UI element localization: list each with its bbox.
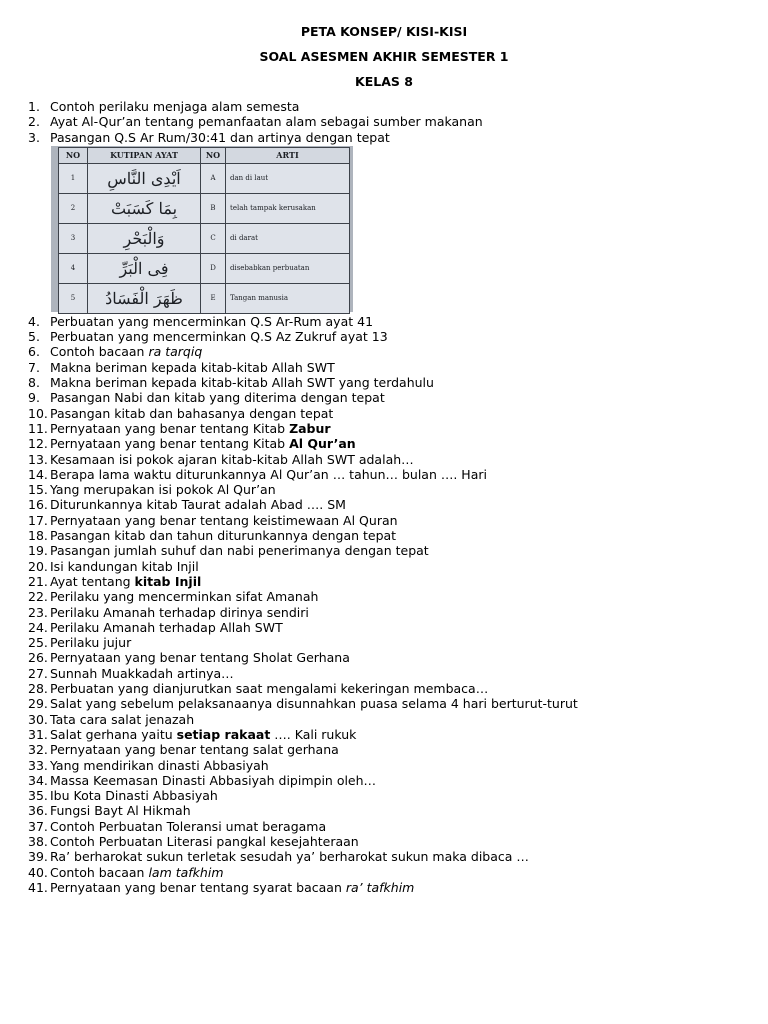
table-row bbox=[59, 224, 350, 254]
item-text-italic: lam tafkhim bbox=[148, 864, 224, 880]
item-number: 15. bbox=[28, 482, 48, 498]
arti-letter: D bbox=[201, 254, 226, 284]
list-item bbox=[28, 834, 748, 849]
item-number: 31. bbox=[28, 726, 48, 742]
item-text-bold: setiap rakaat bbox=[176, 726, 271, 742]
item-text-bold: Zabur bbox=[289, 420, 331, 436]
item-number: 6. bbox=[28, 344, 40, 360]
list-item bbox=[28, 589, 748, 604]
list-item bbox=[28, 788, 748, 803]
ayat-table-container bbox=[28, 146, 748, 314]
header-class: KELAS 8 bbox=[355, 74, 413, 89]
item-text-prefix: Pernyataan yang benar tentang syarat bacaan bbox=[50, 879, 346, 895]
list-item bbox=[28, 375, 748, 390]
item-text: Makna beriman kepada kitab-kitab Allah SWT yang terdahulu bbox=[50, 375, 434, 391]
list-item bbox=[28, 742, 748, 757]
item-number: 39. bbox=[28, 849, 48, 865]
item-text: Pasangan Q.S Ar Rum/30:41 dan artinya dengan tepat bbox=[50, 129, 390, 145]
ayat-quote: اَيْدِى النَّاسِ bbox=[88, 164, 201, 194]
item-number: 40. bbox=[28, 864, 48, 880]
item-text-italic: ra’ tafkhim bbox=[345, 879, 415, 895]
list-item bbox=[28, 773, 748, 788]
item-text: Perilaku Amanah terhadap dirinya sendiri bbox=[50, 604, 309, 620]
item-number: 27. bbox=[28, 665, 48, 681]
item-number: 17. bbox=[28, 512, 48, 528]
item-text: Contoh Perbuatan Literasi pangkal kesejahteraan bbox=[50, 833, 359, 849]
item-number: 29. bbox=[28, 696, 48, 712]
list-item bbox=[28, 344, 748, 359]
item-number: 9. bbox=[28, 390, 40, 406]
item-text-prefix: Pernyataan yang benar tentang Kitab bbox=[50, 420, 290, 436]
list-item bbox=[28, 559, 748, 574]
item-number: 10. bbox=[28, 405, 48, 421]
arti-text: di darat bbox=[226, 224, 350, 254]
list-item bbox=[28, 390, 748, 405]
item-text: Pasangan kitab dan bahasanya dengan tepat bbox=[50, 405, 334, 421]
table-row bbox=[59, 254, 350, 284]
ayat-row-number: 2 bbox=[59, 194, 88, 224]
item-number: 8. bbox=[28, 375, 40, 391]
list-item bbox=[28, 114, 748, 129]
item-text: Perilaku yang mencerminkan sifat Amanah bbox=[50, 589, 319, 605]
ayat-table bbox=[58, 147, 350, 314]
list-item bbox=[28, 849, 748, 864]
list-item bbox=[28, 467, 748, 482]
item-text: Diturunkannya kitab Taurat adalah Abad …. SM bbox=[50, 497, 346, 513]
table-row bbox=[59, 164, 350, 194]
arti-letter: B bbox=[201, 194, 226, 224]
ayat-quote: وَالْبَحْرِ bbox=[88, 224, 201, 254]
arti-letter: C bbox=[201, 224, 226, 254]
list-item bbox=[28, 605, 748, 620]
item-number: 18. bbox=[28, 528, 48, 544]
item-number: 19. bbox=[28, 543, 48, 559]
item-text: Pernyataan yang benar tentang keistimewaan Al Quran bbox=[50, 512, 398, 528]
ayat-row-number: 1 bbox=[59, 164, 88, 194]
item-text: Fungsi Bayt Al Hikmah bbox=[50, 803, 191, 819]
arti-text: telah tampak kerusakan bbox=[226, 194, 350, 224]
list-item bbox=[28, 696, 748, 711]
item-number: 13. bbox=[28, 451, 48, 467]
item-text: Ayat Al-Qur’an tentang pemanfaatan alam sebagai sumber makanan bbox=[50, 114, 483, 130]
item-text bbox=[50, 436, 356, 451]
item-text-suffix: …. Kali rukuk bbox=[270, 726, 357, 742]
item-text-prefix: Contoh bacaan bbox=[50, 344, 149, 360]
list-item bbox=[28, 99, 748, 114]
ayat-table-header: KUTIPAN AYAT bbox=[88, 147, 201, 163]
header-title: PETA KONSEP/ KISI-KISI bbox=[300, 24, 468, 39]
item-text-italic: ra tarqiq bbox=[148, 344, 203, 360]
kisi-kisi-list bbox=[28, 99, 748, 895]
arti-text: dan di laut bbox=[226, 164, 350, 194]
ayat-row-number: 4 bbox=[59, 254, 88, 284]
item-text: Pasangan jumlah suhuf dan nabi penerimanya dengan tepat bbox=[50, 543, 429, 559]
list-item bbox=[28, 482, 748, 497]
item-text: Kesamaan isi pokok ajaran kitab-kitab Allah SWT adalah… bbox=[50, 451, 414, 467]
item-text: Yang merupakan isi pokok Al Qur’an bbox=[50, 482, 276, 498]
list-item bbox=[28, 635, 748, 650]
ayat-row-number: 5 bbox=[59, 284, 88, 314]
item-number: 22. bbox=[28, 589, 48, 605]
list-item bbox=[28, 528, 748, 543]
ayat-table-header: NO bbox=[201, 147, 226, 163]
item-text-prefix: Pernyataan yang benar tentang Kitab bbox=[50, 436, 290, 452]
item-text: Perbuatan yang dianjurutkan saat mengalami kekeringan membaca… bbox=[50, 681, 489, 697]
item-number: 28. bbox=[28, 681, 48, 697]
item-number: 7. bbox=[28, 359, 40, 375]
list-item bbox=[28, 421, 748, 436]
item-number: 21. bbox=[28, 573, 48, 589]
ayat-quote: ظَهَرَ الْفَسَادُ bbox=[88, 284, 201, 314]
ayat-table-header: NO bbox=[59, 147, 88, 163]
item-text: Pernyataan yang benar tentang Sholat Gerhana bbox=[50, 650, 350, 666]
list-item bbox=[28, 727, 748, 742]
item-number: 25. bbox=[28, 635, 48, 651]
item-text bbox=[50, 574, 201, 589]
item-number: 3. bbox=[28, 129, 40, 145]
item-text: Pernyataan yang benar tentang salat gerhana bbox=[50, 742, 339, 758]
item-number: 16. bbox=[28, 497, 48, 513]
item-number: 24. bbox=[28, 619, 48, 635]
arti-text: Tangan manusia bbox=[226, 284, 350, 314]
item-text: Sunnah Muakkadah artinya… bbox=[50, 665, 234, 681]
item-text: Contoh Perbuatan Toleransi umat beragama bbox=[50, 818, 327, 834]
item-number: 1. bbox=[28, 99, 40, 114]
item-number: 34. bbox=[28, 772, 48, 788]
item-text-prefix: Ayat tentang bbox=[50, 573, 135, 589]
item-text: Pasangan Nabi dan kitab yang diterima dengan tepat bbox=[50, 390, 385, 406]
item-number: 26. bbox=[28, 650, 48, 666]
item-number: 14. bbox=[28, 466, 48, 482]
ayat-quote: فِى الْبَرِّ bbox=[88, 254, 201, 284]
list-item bbox=[28, 574, 748, 589]
item-text: Pasangan kitab dan tahun diturunkannya dengan tepat bbox=[50, 528, 397, 544]
ayat-row-number: 3 bbox=[59, 224, 88, 254]
list-item bbox=[28, 803, 748, 818]
item-text: Perilaku jujur bbox=[50, 635, 132, 651]
item-text: Perbuatan yang mencerminkan Q.S Az Zukruf ayat 13 bbox=[50, 329, 388, 345]
arti-letter: A bbox=[201, 164, 226, 194]
list-item bbox=[28, 130, 748, 145]
list-item bbox=[28, 360, 748, 375]
header-subtitle: SOAL ASESMEN AKHIR SEMESTER 1 bbox=[259, 49, 509, 64]
item-text bbox=[50, 880, 414, 895]
list-item bbox=[28, 865, 748, 880]
item-text: Contoh perilaku menjaga alam semesta bbox=[50, 99, 300, 114]
item-text-bold: Al Qur’an bbox=[289, 436, 356, 452]
list-item bbox=[28, 497, 748, 512]
list-item bbox=[28, 819, 748, 834]
list-item bbox=[28, 314, 748, 329]
item-text-bold: kitab Injil bbox=[134, 573, 202, 589]
item-number: 41. bbox=[28, 879, 48, 895]
list-item bbox=[28, 543, 748, 558]
item-text: Yang mendirikan dinasti Abbasiyah bbox=[50, 757, 269, 773]
list-item bbox=[28, 650, 748, 665]
item-text: Makna beriman kepada kitab-kitab Allah SWT bbox=[50, 359, 335, 375]
table-row bbox=[59, 284, 350, 314]
ayat-table-header: ARTI bbox=[226, 147, 350, 163]
item-number: 20. bbox=[28, 558, 48, 574]
item-text bbox=[50, 865, 224, 880]
item-number: 23. bbox=[28, 604, 48, 620]
item-text: Massa Keemasan Dinasti Abbasiyah dipimpin oleh… bbox=[50, 772, 377, 788]
list-item bbox=[28, 513, 748, 528]
list-item bbox=[28, 620, 748, 635]
item-text: Berapa lama waktu diturunkannya Al Qur’an … tahun… bulan …. Hari bbox=[50, 466, 487, 482]
item-number: 2. bbox=[28, 114, 40, 130]
ayat-quote: بِمَا كَسَبَتْ bbox=[88, 194, 201, 224]
list-item bbox=[28, 758, 748, 773]
item-number: 12. bbox=[28, 436, 48, 452]
item-text bbox=[50, 421, 331, 436]
item-text bbox=[50, 344, 202, 359]
list-item bbox=[28, 329, 748, 344]
item-number: 36. bbox=[28, 803, 48, 819]
item-text: Tata cara salat jenazah bbox=[50, 711, 195, 727]
item-number: 11. bbox=[28, 420, 48, 436]
list-item bbox=[28, 880, 748, 895]
item-text: Salat yang sebelum pelaksanaanya disunnahkan puasa selama 4 hari berturut-turut bbox=[50, 696, 578, 712]
list-item bbox=[28, 436, 748, 451]
table-row bbox=[59, 194, 350, 224]
item-number: 38. bbox=[28, 833, 48, 849]
list-item bbox=[28, 712, 748, 727]
item-number: 30. bbox=[28, 711, 48, 727]
item-text: Ra’ berharokat sukun terletak sesudah ya’ berharokat sukun maka dibaca … bbox=[50, 849, 529, 865]
item-number: 37. bbox=[28, 818, 48, 834]
item-number: 5. bbox=[28, 329, 40, 345]
item-number: 32. bbox=[28, 742, 48, 758]
arti-letter: E bbox=[201, 284, 226, 314]
ayat-table-header-row bbox=[59, 147, 350, 163]
item-text-prefix: Contoh bacaan bbox=[50, 864, 149, 880]
arti-text: disebabkan perbuatan bbox=[226, 254, 350, 284]
item-number: 35. bbox=[28, 788, 48, 804]
item-text: Ibu Kota Dinasti Abbasiyah bbox=[50, 788, 218, 804]
document-header bbox=[0, 22, 768, 97]
item-number: 4. bbox=[28, 313, 40, 329]
item-number: 33. bbox=[28, 757, 48, 773]
list-item bbox=[28, 452, 748, 467]
item-text: Isi kandungan kitab Injil bbox=[50, 558, 199, 574]
item-text: Perilaku Amanah terhadap Allah SWT bbox=[50, 619, 283, 635]
ayat-table-photo bbox=[51, 146, 353, 312]
list-item bbox=[28, 681, 748, 696]
item-text-prefix: Salat gerhana yaitu bbox=[50, 726, 177, 742]
item-text bbox=[50, 727, 356, 742]
list-item bbox=[28, 406, 748, 421]
item-text: Perbuatan yang mencerminkan Q.S Ar-Rum ayat 41 bbox=[50, 313, 374, 329]
list-item bbox=[28, 666, 748, 681]
